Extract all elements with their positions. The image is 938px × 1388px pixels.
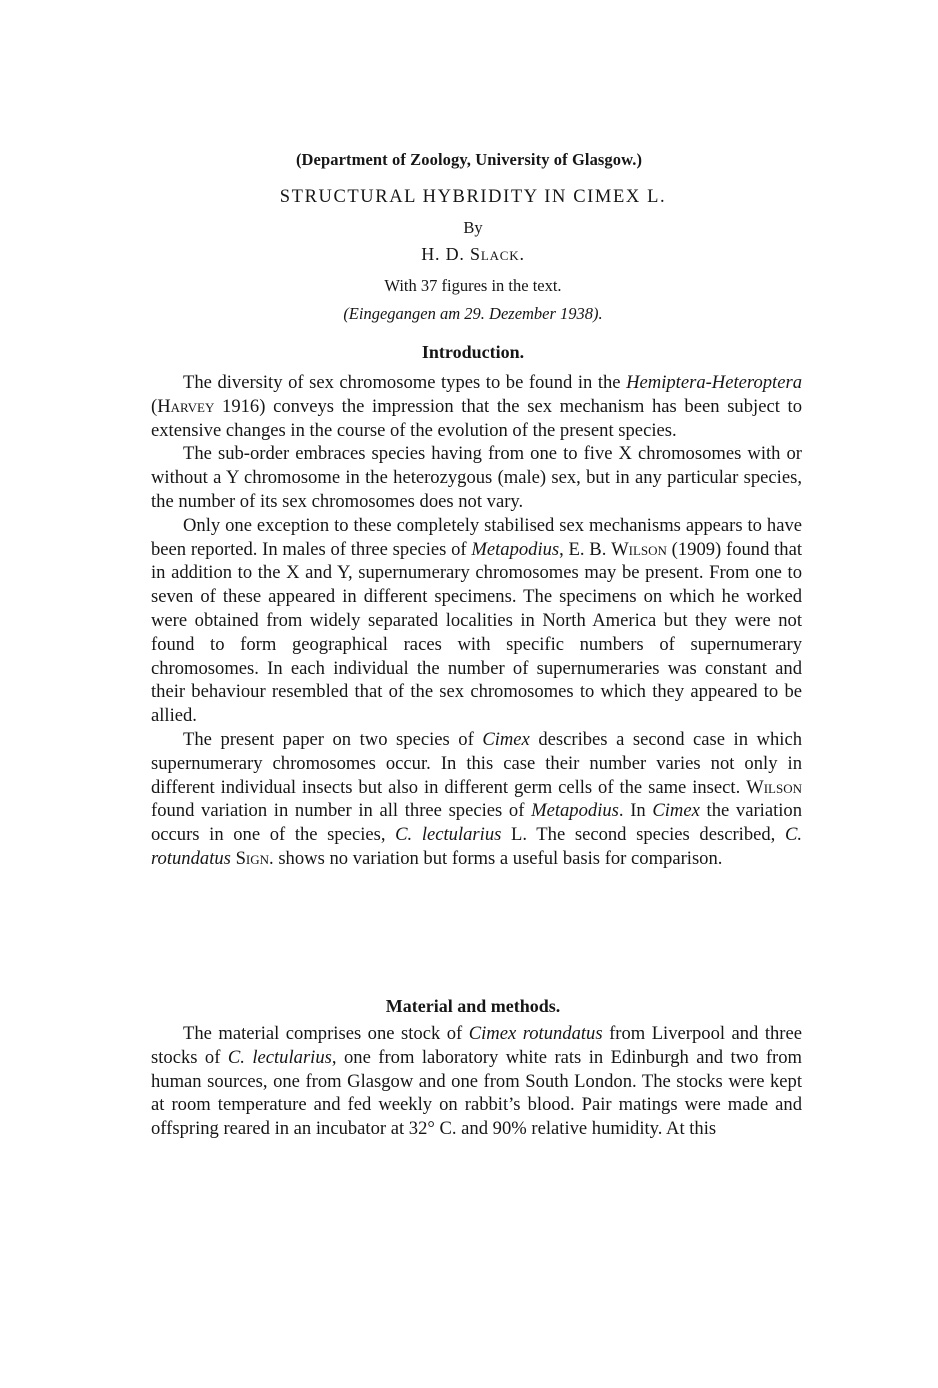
author-surname: Slack	[470, 244, 520, 264]
taxon-name: Cimex	[482, 728, 530, 750]
text-run: L. The second species described,	[501, 824, 785, 846]
text-run: Only one exception to these completely stabilised sex mechanisms appears to have been reported. In males of three species of	[151, 514, 802, 560]
text-run: 1916) conveys the impression that the sex mechanism has been subject to extensive changes in the course of the evolution of the present species.	[151, 395, 802, 441]
text-run: . shows no variation but forms a useful basis for comparison.	[269, 847, 723, 869]
cited-author: Wilson	[746, 776, 802, 798]
intro-paragraph-4	[151, 728, 802, 871]
text-run: describes a second case in which supernumerary chromosomes occur. In this case their number varies not only in different individual insects but also in different germ cells of the same insect.	[151, 728, 802, 798]
section-heading-material: Material and methods.	[385, 996, 561, 1016]
author-initials: H. D.	[421, 244, 471, 264]
cited-author: Wilson	[611, 538, 667, 560]
figure-count-note: With 37 figures in the text.	[384, 276, 562, 295]
taxon-name: Hemiptera-Heteroptera	[626, 372, 802, 393]
received-date: (Eingegangen am 29. Dezember 1938).	[343, 304, 603, 323]
intro-paragraph-3	[151, 514, 802, 728]
author-name	[4, 244, 938, 265]
section-heading-introduction: Introduction.	[421, 342, 525, 362]
author-end: .	[519, 244, 525, 264]
text-run: The diversity of sex chromosome types to be found in the	[183, 372, 627, 393]
text-run: (	[151, 395, 158, 417]
intro-paragraph-1	[151, 371, 802, 442]
taxon-name: Cimex	[652, 800, 700, 822]
material-body	[151, 1022, 802, 1141]
taxon-name: Metapodius	[471, 538, 560, 560]
text-run: The present paper on two species of	[183, 728, 483, 750]
text-run: . In	[618, 800, 653, 822]
taxon-name: Metapodius	[531, 800, 619, 822]
taxon-name: C. lectularius	[395, 824, 502, 846]
text-run: (1909) found that in addition to the X and Y, supernumerary chromosomes may be present. From one to seven of these appeared in different specimens. The specimens on which he worked were obtained from widely separated localities in North America but they were not found to form geographical races with specific numbers of supernumerary chromosomes. In each individual the number of supernumeraries was constant and their behaviour resembled that of the sex chromosomes to which they appeared to be allied.	[151, 538, 803, 727]
text-run: from Liverpool and three stocks of	[151, 1023, 803, 1068]
byline-label: By	[463, 218, 483, 237]
article-title: STRUCTURAL HYBRIDITY IN CIMEX L.	[279, 187, 667, 207]
introduction-body	[151, 371, 802, 871]
text-run: found variation in number in all three species of	[151, 800, 532, 822]
material-paragraph-1	[151, 1022, 802, 1141]
cited-author: Sign	[235, 847, 270, 869]
cited-author: Harvey	[157, 395, 215, 417]
taxon-name: C. rotundatus	[151, 824, 802, 869]
taxon-name: Cimex rotundatus	[468, 1023, 603, 1044]
text-run: , E. B.	[559, 538, 612, 560]
intro-paragraph-2: The sub-order embraces species having from one to five X chromosomes with or without a Y chromosome in the heterozygous (male) sex, but in any particular species, the number of its sex chromosomes does not vary.	[151, 443, 802, 512]
taxon-name: C. lectularius	[227, 1046, 332, 1068]
text-run: the variation occurs in one of the species,	[151, 800, 803, 846]
text-run: The material comprises one stock of	[183, 1023, 469, 1044]
department-affiliation: (Department of Zoology, University of Glasgow.)	[295, 150, 643, 169]
text-run: , one from laboratory white rats in Edinburgh and two from human sources, one from Glasgow and one from South London. The stocks were kept at room temperature and fed weekly on rabbit’s blood. Pair matings were made and offspring reared in an incubator at 32° C. and 90% relative humidity. At this	[151, 1046, 802, 1140]
